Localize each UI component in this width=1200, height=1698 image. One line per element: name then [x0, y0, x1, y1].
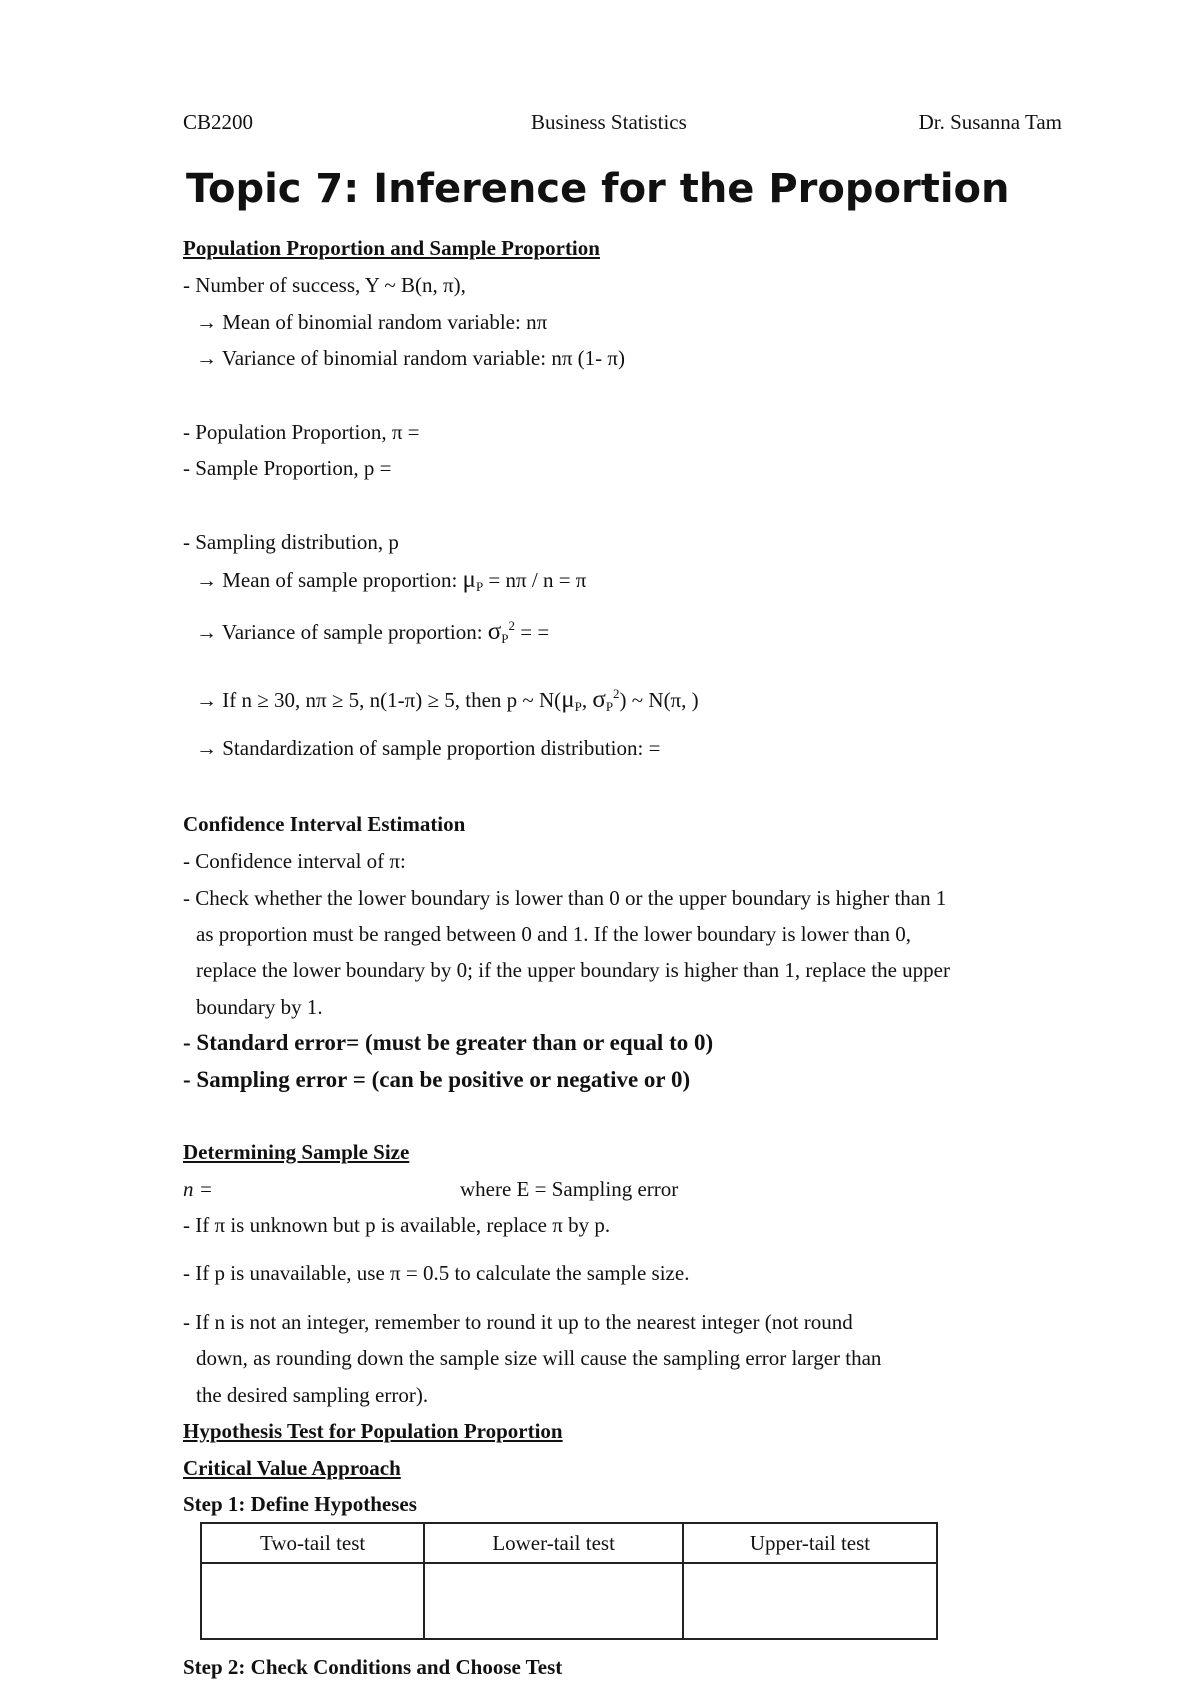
subscript: P	[501, 631, 509, 646]
text-line: the desired sampling error).	[196, 1383, 429, 1407]
text-line: - Sampling distribution, p	[183, 530, 399, 554]
text-line: - If p is unavailable, use π = 0.5 to calculate the sample size.	[183, 1261, 690, 1285]
step2-heading: Step 2: Check Conditions and Choose Test	[183, 1655, 563, 1679]
superscript: 2	[508, 618, 516, 633]
text-line: → Variance of binomial random variable: nπ (1- π)	[196, 346, 626, 370]
sampling-error-line: - Sampling error = (can be positive or negative or 0)	[183, 1067, 691, 1092]
text-fragment: = nπ / n = π	[483, 568, 587, 592]
text-line: - If n is not an integer, remember to round it up to the nearest integer (not round	[183, 1310, 853, 1334]
table-header-row	[201, 1523, 937, 1563]
text-line: as proportion must be ranged between 0 and 1. If the lower boundary is lower than 0,	[196, 922, 911, 946]
subscript: P	[475, 579, 484, 594]
table-cell	[683, 1563, 937, 1639]
where-e-text: where E = Sampling error	[460, 1177, 679, 1201]
text-line: - Sample Proportion, p =	[183, 456, 392, 480]
text-fragment: → Variance of sample proportion:	[196, 620, 488, 644]
text-fragment: → Mean of sample proportion:	[196, 568, 463, 592]
text-line: replace the lower boundary by 0; if the upper boundary is higher than 1, replace the upper	[196, 958, 950, 982]
text-line: → Mean of binomial random variable: nπ	[196, 310, 548, 334]
sigma-symbol: σ	[487, 618, 502, 645]
text-fragment: ,	[581, 688, 593, 712]
text-line: - Confidence interval of π:	[183, 849, 406, 873]
column-header-two-tail: Two-tail test	[201, 1523, 424, 1563]
superscript: 2	[613, 686, 620, 701]
text-fragment: → If n ≥ 30, nπ ≥ 5, n(1-π) ≥ 5, then p ~ N(	[196, 688, 562, 712]
mean-sample-proportion-line	[196, 566, 586, 594]
text-fragment: ) ~ N(π, )	[619, 688, 699, 712]
mu-symbol: μ	[561, 686, 575, 713]
text-line: - Number of success, Y ~ B(n, π),	[183, 273, 466, 297]
header-subject: Business Statistics	[531, 110, 687, 134]
hypotheses-table	[200, 1522, 938, 1640]
normal-approximation-line	[196, 686, 699, 714]
subscript: P	[574, 699, 582, 714]
column-header-lower-tail: Lower-tail test	[424, 1523, 683, 1563]
section-heading-hypothesis-test: Hypothesis Test for Population Proportion	[183, 1419, 563, 1443]
table-cell	[201, 1563, 424, 1639]
column-header-upper-tail: Upper-tail test	[683, 1523, 937, 1563]
n-formula-label: n =	[183, 1177, 213, 1201]
subheading-critical-value: Critical Value Approach	[183, 1456, 401, 1480]
page-title: Topic 7: Inference for the Proportion	[186, 166, 1010, 212]
standard-error-line: - Standard error= (must be greater than or equal to 0)	[183, 1030, 714, 1055]
section-heading-confidence-interval: Confidence Interval Estimation	[183, 812, 466, 836]
variance-sample-proportion-line	[196, 618, 549, 646]
text-line: boundary by 1.	[196, 995, 323, 1019]
subscript: P	[605, 699, 614, 714]
sigma-symbol: σ	[592, 686, 606, 713]
text-line: - Check whether the lower boundary is lower than 0 or the upper boundary is higher than 1	[183, 886, 947, 910]
text-line: → Standardization of sample proportion distribution: =	[196, 736, 661, 760]
header-instructor: Dr. Susanna Tam	[918, 110, 1062, 134]
table-cell	[424, 1563, 683, 1639]
section-heading-population-proportion: Population Proportion and Sample Proportion	[183, 236, 600, 260]
text-line: - Population Proportion, π =	[183, 420, 420, 444]
table-row	[201, 1563, 937, 1639]
text-line: - If π is unknown but p is available, replace π by p.	[183, 1213, 611, 1237]
section-heading-sample-size: Determining Sample Size	[183, 1140, 410, 1164]
text-fragment: = =	[515, 620, 550, 644]
text-line: down, as rounding down the sample size will cause the sampling error larger than	[196, 1346, 882, 1370]
mu-symbol: μ	[462, 566, 476, 593]
step1-heading: Step 1: Define Hypotheses	[183, 1492, 417, 1516]
header-course: CB2200	[183, 110, 254, 134]
